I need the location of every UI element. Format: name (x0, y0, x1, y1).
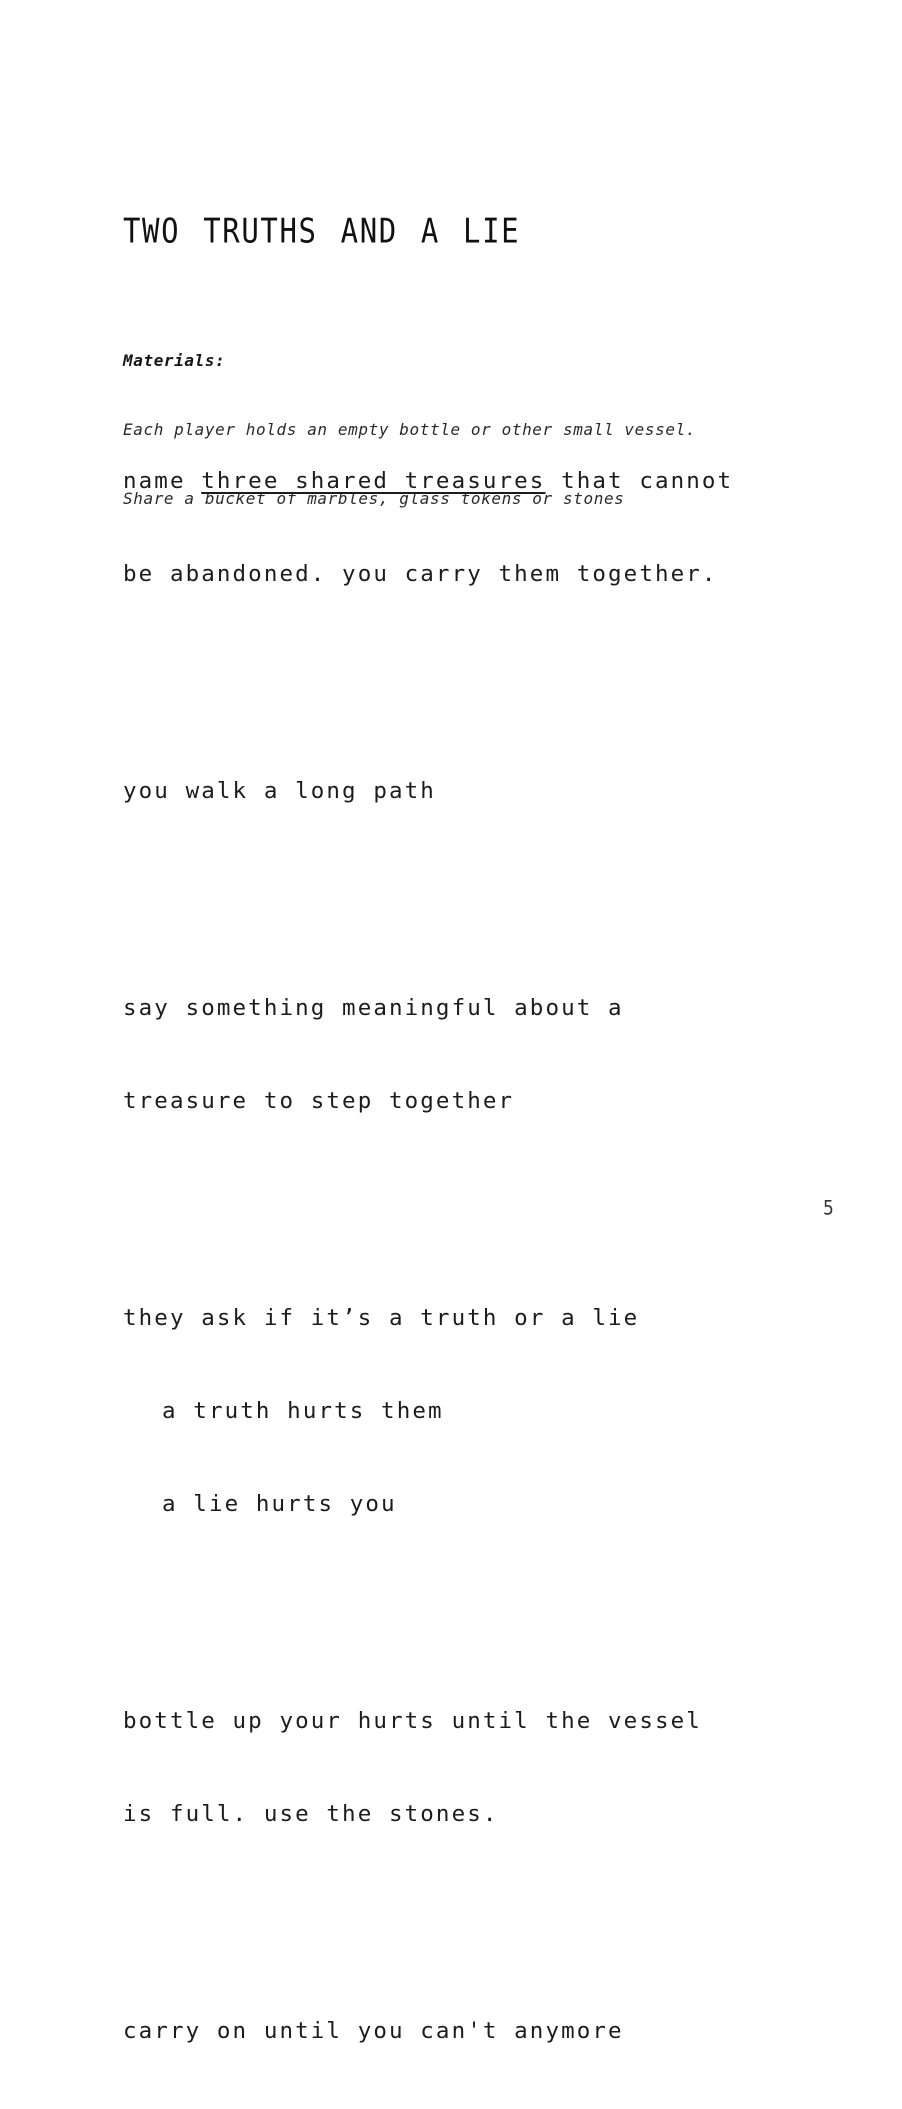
page-number: 5 (823, 1197, 834, 1221)
paragraph-gap (123, 1582, 733, 1613)
paragraph-gap (123, 652, 733, 683)
materials-line-1: Each player holds an empty bottle or other small vessel. (123, 420, 697, 439)
rules-text (123, 404, 733, 2109)
rule-line: treasure to step together (123, 1088, 515, 1114)
underlined-phrase: three shared treasures (201, 468, 546, 494)
rule-line (123, 466, 733, 497)
rule-line: you walk a long path (123, 778, 436, 804)
rule-text: that cannot (545, 468, 734, 494)
rule-line: carry on until you can't anymore (123, 2018, 624, 2044)
rule-line-indented: a lie hurts you (162, 1491, 397, 1517)
rule-line: they ask if it’s a truth or a lie (123, 1305, 640, 1331)
paragraph-gap (123, 1179, 733, 1210)
rule-line: say something meaningful about a (123, 995, 624, 1021)
rule-line: be abandoned. you carry them together. (123, 561, 718, 587)
rule-line-indented: a truth hurts them (162, 1398, 444, 1424)
page-title: TWO TRUTHS AND A LIE (123, 210, 521, 251)
rule-line: is full. use the stones. (123, 1801, 499, 1827)
rule-line: bottle up your hurts until the vessel (123, 1708, 702, 1734)
materials-heading: Materials: (123, 351, 226, 370)
materials-line-2: Share a bucket of marbles, glass tokens or stones (123, 489, 625, 508)
rule-text: name (123, 468, 202, 494)
paragraph-gap (123, 869, 733, 900)
paragraph-gap (123, 1892, 733, 1923)
